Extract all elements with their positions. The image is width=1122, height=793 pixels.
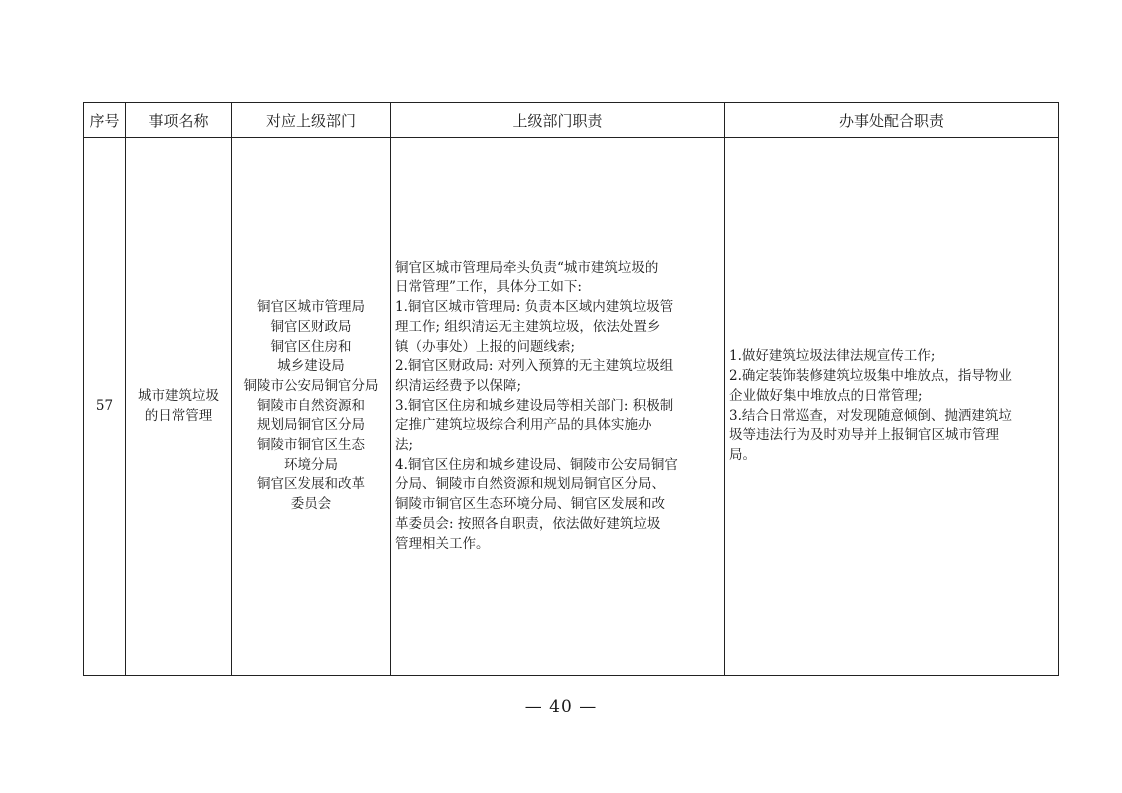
dept-line: 铜官区城市管理局	[257, 299, 365, 316]
duty-line: 2.铜官区财政局: 对列入预算的无主建筑垃圾组	[395, 358, 674, 375]
cell-item-name	[126, 138, 232, 676]
duty-line: 1.铜官区城市管理局: 负责本区域内建筑垃圾管	[395, 299, 674, 316]
cell-upper-duty	[391, 138, 725, 676]
dept-line: 规划局铜官区分局	[257, 417, 365, 434]
item-name-line: 城市建筑垃圾	[138, 387, 219, 404]
dept-line: 铜陵市铜官区生态	[257, 437, 365, 454]
cell-office-duty	[725, 138, 1059, 676]
dept-line: 铜官区住房和	[270, 338, 352, 355]
header-seq: 序号	[84, 103, 126, 138]
office-duty-line: 局。	[729, 446, 756, 463]
duty-line: 日常管理”工作，具体分工如下:	[395, 279, 582, 296]
duty-line: 革委员会: 按照各自职责，依法做好建筑垃圾	[395, 515, 661, 532]
office-duty-line: 企业做好集中堆放点的日常管理;	[729, 387, 923, 404]
dept-line: 铜官区发展和改革	[257, 476, 365, 493]
dept-line: 铜陵市公安局铜官分局	[243, 377, 379, 394]
dept-line: 铜官区财政局	[270, 318, 352, 335]
office-duty-line: 1.做好建筑垃圾法律法规宣传工作;	[729, 348, 936, 365]
duty-line: 铜陵市铜官区生态环境分局、铜官区发展和改	[395, 496, 665, 513]
duty-line: 定推广建筑垃圾综合利用产品的具体实施办	[395, 417, 652, 434]
duty-line: 铜官区城市管理局牵头负责“城市建筑垃圾的	[395, 259, 659, 276]
page-number: — 40 —	[524, 697, 598, 717]
office-duty-line: 2.确定装饰装修建筑垃圾集中堆放点，指导物业	[729, 368, 1012, 385]
office-duty-line: 3.结合日常巡查，对发现随意倾倒、抛洒建筑垃	[729, 407, 1012, 424]
responsibility-table	[83, 102, 1059, 676]
duty-line: 法;	[395, 437, 414, 454]
dept-line: 委员会	[290, 496, 332, 513]
header-office-duty: 办事处配合职责	[725, 103, 1059, 138]
table-header-row	[84, 103, 1059, 138]
duty-line: 3.铜官区住房和城乡建设局等相关部门: 积极制	[395, 397, 674, 414]
cell-seq: 57	[84, 138, 126, 676]
duty-line: 分局、铜陵市自然资源和规划局铜官区分局、	[395, 476, 665, 493]
dept-line: 城乡建设局	[277, 358, 345, 375]
header-upper-duty: 上级部门职责	[391, 103, 725, 138]
dept-line: 环境分局	[284, 456, 338, 473]
duty-line: 织清运经费予以保障;	[395, 377, 522, 394]
duty-line: 管理相关工作。	[395, 535, 490, 552]
header-item-name: 事项名称	[126, 103, 232, 138]
item-name-line: 的日常管理	[144, 407, 213, 424]
duty-line: 4.铜官区住房和城乡建设局、铜陵市公安局铜官	[395, 456, 678, 473]
dept-line: 铜陵市自然资源和	[257, 397, 365, 414]
cell-upper-dept	[232, 138, 391, 676]
header-upper-dept: 对应上级部门	[232, 103, 391, 138]
duty-line: 理工作; 组织清运无主建筑垃圾，依法处置乡	[395, 318, 661, 335]
office-duty-line: 圾等违法行为及时劝导并上报铜官区城市管理	[729, 427, 999, 444]
table-row	[84, 138, 1059, 676]
duty-line: 镇（办事处）上报的问题线索;	[395, 338, 576, 355]
